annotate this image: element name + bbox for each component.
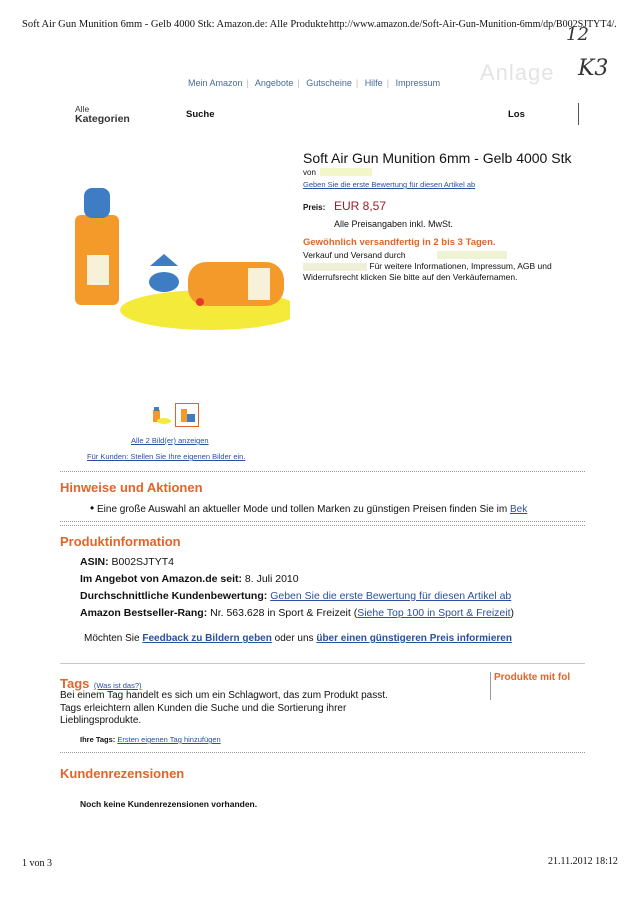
feedback-mid: oder uns — [274, 633, 314, 644]
price-label: Preis: — [303, 203, 326, 212]
feedback-row — [84, 633, 512, 644]
tax-note: Alle Preisangaben inkl. MwSt. — [334, 219, 454, 229]
asin-value: B002SJTYT4 — [111, 556, 174, 568]
top100-link[interactable]: Siehe Top 100 in Sport & Freizeit — [357, 607, 511, 619]
funnel-base — [149, 272, 179, 292]
hinweise-text: Eine große Auswahl an aktueller Mode und tollen Marken zu günstigen Preisen finden Sie im — [96, 504, 508, 515]
by-label: von — [303, 168, 316, 177]
handwritten-number: 12 — [566, 24, 589, 45]
rank-close: ) — [510, 607, 515, 619]
asin-label: ASIN: — [80, 556, 109, 568]
tags-side-title: Produkte mit fol — [494, 672, 571, 683]
add-tag-link[interactable]: Ersten eigenen Tag hinzufügen — [117, 735, 221, 744]
seller-name-blur[interactable] — [303, 263, 367, 271]
lying-bottle-label — [248, 268, 270, 300]
tags-desc-line: Bei einem Tag handelt es sich um ein Schlagwort, das zum Produkt passt. — [60, 690, 388, 701]
tags-desc-line: Lieblingsprodukte. — [60, 715, 142, 726]
since-row — [80, 573, 299, 585]
price: EUR 8,57 — [334, 199, 387, 213]
cheaper-price-link[interactable]: über einen günstigeren Preis informieren — [316, 633, 512, 644]
hinweise-bullet — [90, 501, 527, 515]
asin-row — [80, 556, 174, 568]
show-all-images-link[interactable]: Alle 2 Bild(er) anzeigen — [131, 436, 209, 445]
since-label: Im Angebot von Amazon.de seit: — [80, 573, 242, 585]
funnel-cap — [150, 254, 178, 266]
no-reviews: Noch keine Kundenrezensionen vorhanden. — [80, 799, 258, 809]
print-header-url: http://www.amazon.de/Soft-Air-Gun-Munition-6mm/dp/B002SJTYT4/. — [329, 19, 617, 30]
divider — [60, 471, 585, 472]
divider — [60, 525, 585, 526]
since-value: 8. Juli 2010 — [244, 573, 299, 585]
rating-link[interactable]: Geben Sie die erste Bewertung für diesen Artikel ab — [270, 590, 512, 602]
rating-label: Durchschnittliche Kundenbewertung: — [80, 590, 268, 602]
tags-heading: Tags — [60, 676, 90, 691]
search-input[interactable] — [220, 104, 495, 122]
rank-value: Nr. 563.628 in Sport & Freizeit ( — [210, 607, 358, 619]
hinweise-heading: Hinweise und Aktionen — [60, 480, 203, 495]
tall-bottle-cap — [84, 188, 110, 218]
divider — [60, 752, 585, 753]
more-info-2: Widerrufsrecht klicken Sie bitte auf den Verkäufernamen. — [303, 272, 518, 282]
go-button[interactable]: Los — [508, 109, 525, 120]
nav-mein-amazon[interactable]: Mein Amazon — [188, 78, 243, 88]
brand-highlight — [320, 168, 372, 176]
category-dropdown[interactable] — [75, 104, 130, 124]
category-label-small: Alle — [75, 104, 90, 114]
produktinfo-heading: Produktinformation — [60, 534, 181, 549]
divider — [60, 663, 585, 664]
print-header-title: Soft Air Gun Munition 6mm - Gelb 4000 Stk: Amazon.de: Alle Produkte — [22, 19, 329, 30]
tags-desc-line: Tags erleichtern allen Kunden die Suche und die Sortierung ihrer — [60, 702, 347, 714]
thumbnail-1[interactable] — [150, 404, 172, 426]
feedback-pre: Möchten Sie — [84, 633, 140, 644]
first-review-link[interactable]: Geben Sie die erste Bewertung für diesen Artikel ab — [303, 180, 476, 189]
product-image[interactable] — [60, 170, 290, 335]
more-info — [303, 261, 552, 271]
cart-glyph — [578, 103, 582, 125]
hinweise-link[interactable]: Bek — [510, 504, 528, 515]
sold-by: Verkauf und Versand durch — [303, 250, 406, 260]
nav-hilfe[interactable]: Hilfe — [364, 78, 383, 88]
nav-impressum[interactable]: Impressum — [395, 78, 441, 88]
tags-desc — [60, 690, 388, 728]
thumbnail-2[interactable] — [175, 403, 199, 427]
availability: Gewöhnlich versandfertig in 2 bis 3 Tagen. — [303, 237, 496, 248]
what-is-this-link[interactable]: (Was ist das?) — [93, 681, 142, 690]
nav-angebote[interactable]: Angebote — [254, 78, 294, 88]
your-tags-label: Ihre Tags: — [80, 735, 116, 744]
handwritten-exhibit: K3 — [578, 56, 609, 81]
product-title: Soft Air Gun Munition 6mm - Gelb 4000 Stk — [303, 150, 572, 166]
tags-side-box — [490, 672, 585, 700]
feedback-images-link[interactable]: Feedback zu Bildern geben — [142, 633, 272, 644]
rank-row — [80, 607, 514, 619]
stamp-watermark: Anlage — [480, 60, 555, 85]
tall-bottle-label — [87, 255, 109, 285]
category-label: Kategorien — [75, 113, 130, 125]
seller-highlight — [437, 251, 507, 259]
top-nav: Mein Amazon | Angebote | Gutscheine | Hilfe | Impressum — [188, 78, 441, 88]
rank-label: Amazon Bestseller-Rang: — [80, 607, 208, 619]
search-label: Suche — [186, 109, 215, 120]
rating-row — [80, 590, 511, 602]
print-footer-page: 1 von 3 — [22, 858, 52, 869]
nav-gutscheine[interactable]: Gutscheine — [306, 78, 352, 88]
print-footer-datetime: 21.11.2012 18:12 — [548, 856, 618, 867]
more-info-text: Für weitere Informationen, Impressum, AGB und — [369, 261, 552, 271]
reviews-heading: Kundenrezensionen — [60, 766, 185, 781]
customer-images-link[interactable]: Für Kunden: Stellen Sie Ihre eigenen Bilder ein. — [87, 452, 246, 461]
divider — [60, 521, 585, 522]
your-tags-row — [80, 735, 221, 744]
bullet-dot: • — [90, 501, 95, 515]
